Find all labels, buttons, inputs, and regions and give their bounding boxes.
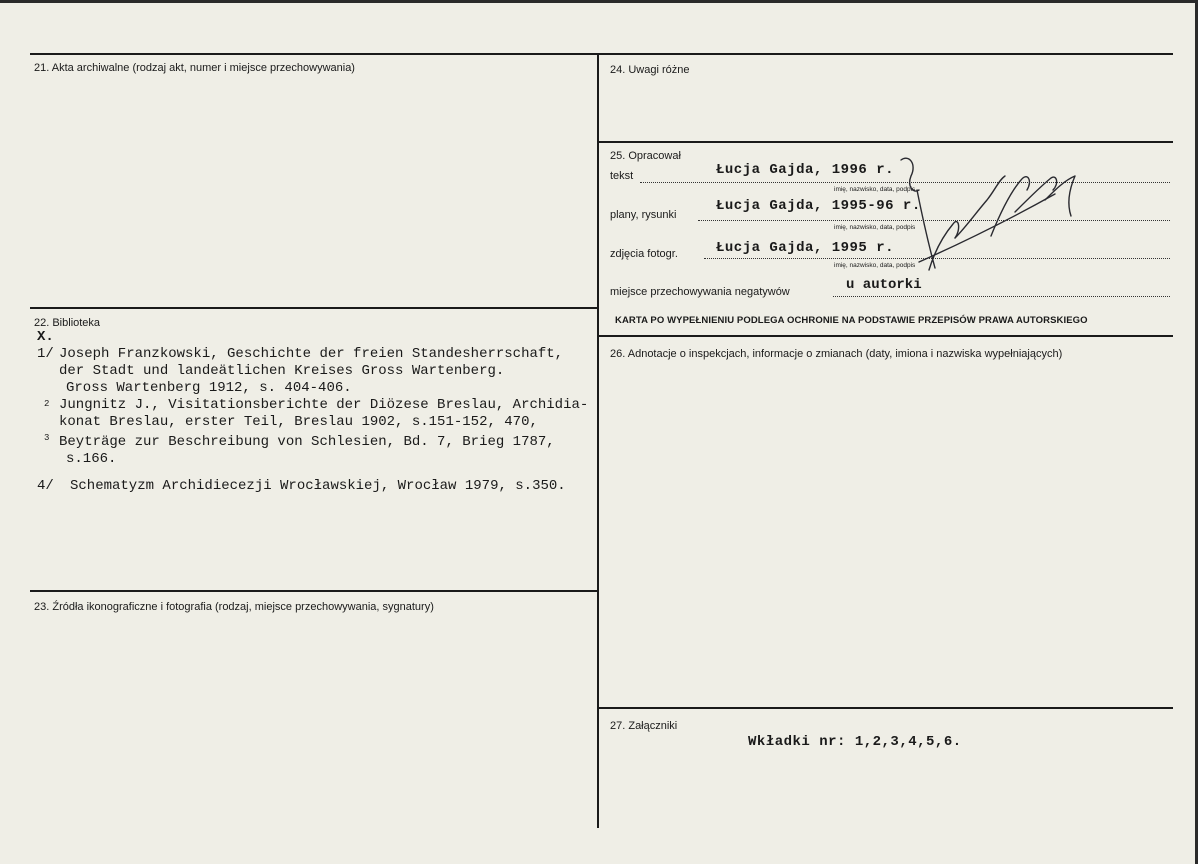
bibliography-line-6: Beyträge zur Beschreibung von Schlesien, Bd. 7, Brieg 1787, <box>59 434 555 450</box>
section-27-label: 27. Załączniki <box>610 720 678 732</box>
row-negatywy-value: u autorki <box>846 277 922 293</box>
rule-center-vertical <box>597 53 599 828</box>
row-zdjecia-value: Łucja Gajda, 1995 r. <box>716 240 895 256</box>
attachments-value: Wkładki nr: 1,2,3,4,5,6. <box>748 734 962 750</box>
section-26-label: 26. Adnotacje o inspekcjach, informacje o zmianach (daty, imiona i nazwiska wypełniających) <box>610 348 1063 360</box>
bibliography-line-2: der Stadt und landeätlichen Kreises Gross Wartenberg. <box>59 363 505 379</box>
section-25-label: 25. Opracował <box>610 150 681 162</box>
row-negatywy-dotted-line <box>833 296 1170 297</box>
row-tekst-value: Łucja Gajda, 1996 r. <box>716 162 895 178</box>
row-negatywy-label: miejsce przechowywania negatywów <box>610 286 790 298</box>
rule-25-26 <box>598 335 1173 337</box>
bibliography-line-8: Schematyzm Archidiecezji Wrocławskiej, Wrocław 1979, s.350. <box>70 478 566 494</box>
signature <box>895 150 1095 280</box>
rule-24-25 <box>598 141 1173 143</box>
bibliography-line-5: konat Breslau, erster Teil, Breslau 1902, s.151-152, 470, <box>59 414 538 430</box>
bibliography-marker-4: 4/ <box>37 478 54 494</box>
bibliography-marker-1: 1/ <box>37 346 54 362</box>
section-23-label: 23. Źródła ikonograficzne i fotografia (rodzaj, miejsce przechowywania, sygnatury) <box>34 601 434 613</box>
rule-top <box>30 53 1173 55</box>
copyright-notice: KARTA PO WYPEŁNIENIU PODLEGA OCHRONIE NA PODSTAWIE PRZEPISÓW PRAWA AUTORSKIEGO <box>615 315 1088 326</box>
rule-22-23 <box>30 590 598 592</box>
row-tekst-caption: imię, nazwisko, data, podpis <box>834 186 916 193</box>
row-zdjecia-label: zdjęcia fotogr. <box>610 248 678 260</box>
section-22-label: 22. Biblioteka <box>34 317 101 329</box>
row-tekst-label: tekst <box>610 170 634 182</box>
section-21-label: 21. Akta archiwalne (rodzaj akt, numer i miejsce przechowywania) <box>34 62 355 74</box>
bibliography-marker-2: 2 <box>44 399 50 409</box>
bibliography-line-7: s.166. <box>66 451 117 467</box>
bibliography-marker-3: 3 <box>44 433 50 443</box>
card-top-edge <box>0 0 1198 3</box>
rule-21-22 <box>30 307 598 309</box>
row-plany-caption: imię, nazwisko, data, podpis <box>834 224 916 231</box>
row-zdjecia-caption: imię, nazwisko, data, podpis <box>834 262 916 269</box>
bibliography-marker-x: X. <box>37 329 54 345</box>
section-24-label: 24. Uwagi różne <box>610 64 690 76</box>
bibliography-line-4: Jungnitz J., Visitationsberichte der Diözese Breslau, Archidia- <box>59 397 589 413</box>
bibliography-line-1: Joseph Franzkowski, Geschichte der freien Standesherrschaft, <box>59 346 564 362</box>
bibliography-line-3: Gross Wartenberg 1912, s. 404-406. <box>66 380 352 396</box>
row-plany-value: Łucja Gajda, 1995-96 r. <box>716 198 921 214</box>
rule-26-27 <box>598 707 1173 709</box>
row-plany-label: plany, rysunki <box>610 209 677 221</box>
